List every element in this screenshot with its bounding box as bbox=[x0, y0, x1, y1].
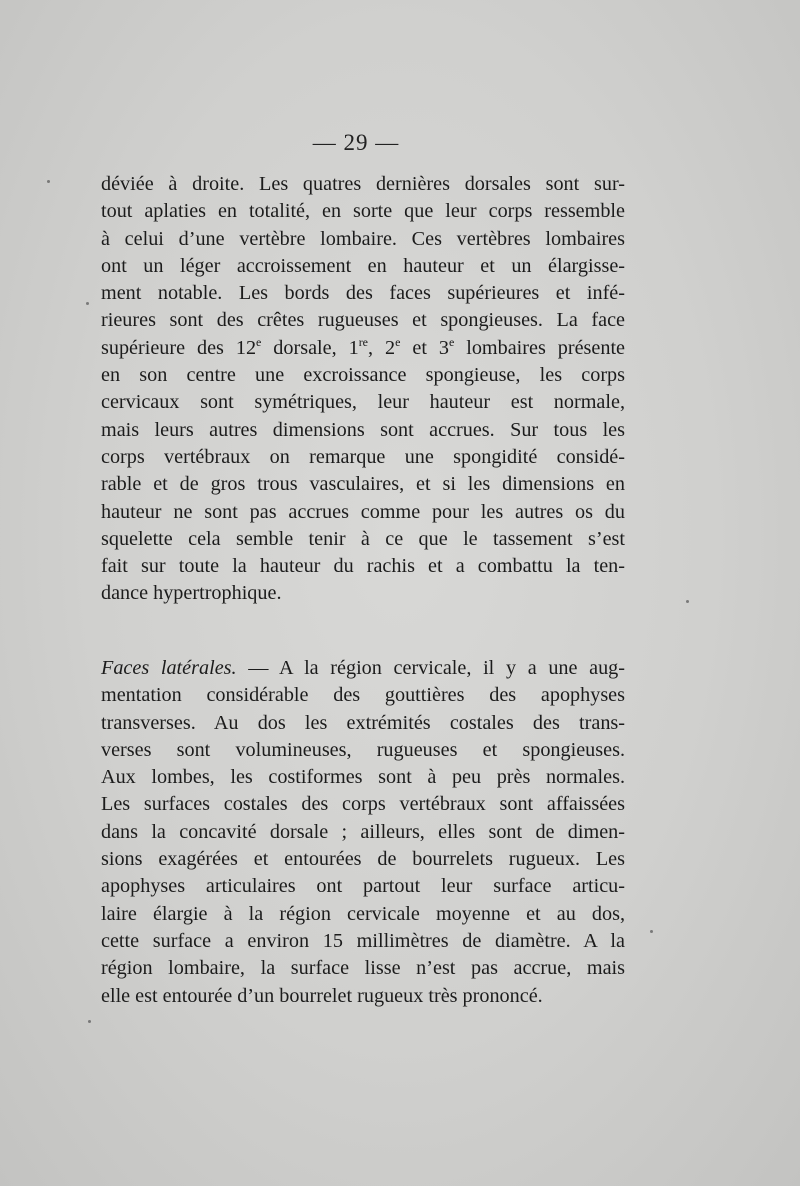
text-line: dance hypertrophique. bbox=[101, 582, 282, 605]
text-line: cette surface a environ 15 millimètres de diamètre. A la bbox=[101, 929, 625, 952]
text-segment: — A la région cervicale, il y a une aug- bbox=[236, 657, 625, 679]
paper-speck bbox=[47, 180, 50, 183]
ordinal-superscript: e bbox=[395, 334, 401, 349]
text-line: mais leurs autres dimensions sont accrues. Sur tous les bbox=[101, 418, 625, 441]
ordinal-superscript: re bbox=[358, 334, 369, 349]
text-line: Aux lombes, les costiformes sont à peu près normales. bbox=[101, 766, 625, 789]
text-segment: dorsale, 1 bbox=[261, 336, 359, 359]
text-line: Les surfaces costales des corps vertébraux sont affaissées bbox=[101, 793, 625, 816]
text-line: cervicaux sont symétriques, leur hauteur est normale, bbox=[101, 391, 625, 414]
text-line: apophyses articulaires ont partout leur surface articu- bbox=[101, 875, 625, 898]
paper-speck bbox=[686, 600, 689, 603]
text-line: fait sur toute la hauteur du rachis et a combattu la ten- bbox=[101, 555, 625, 578]
ordinal-superscript: e bbox=[448, 334, 455, 349]
text-line: ont un léger accroissement en hauteur et un élargisse- bbox=[101, 254, 625, 277]
text-line: laire élargie à la région cervicale moyenne et au dos, bbox=[101, 902, 625, 925]
text-line: à celui d’une vertèbre lombaire. Ces vertèbres lombaires bbox=[101, 227, 625, 250]
text-line-with-ordinals bbox=[101, 335, 625, 362]
ordinal-superscript: e bbox=[256, 334, 262, 349]
text-segment: , 2 bbox=[368, 336, 396, 359]
paragraph-vertebral-bodies bbox=[101, 171, 625, 608]
text-line: squelette cela semble tenir à ce que le tassement s’est bbox=[101, 527, 625, 550]
section-heading: Faces latérales. bbox=[101, 657, 237, 679]
text-segment: lombaires présente bbox=[454, 336, 626, 359]
paragraph-lateral-faces bbox=[101, 655, 625, 1010]
text-line: mentation considérable des gouttières des apophyses bbox=[101, 684, 625, 707]
text-line: verses sont volumineuses, rugueuses et spongieuses. bbox=[101, 738, 625, 761]
paper-speck bbox=[86, 302, 89, 305]
text-line: tout aplaties en totalité, en sorte que leur corps ressemble bbox=[101, 200, 625, 223]
text-line-with-heading bbox=[101, 655, 625, 682]
text-line: déviée à droite. Les quatres dernières dorsales sont sur- bbox=[101, 173, 625, 195]
text-line: rieures sont des crêtes rugueuses et spongieuses. La face bbox=[101, 309, 625, 332]
text-line: hauteur ne sont pas accrues comme pour les autres os du bbox=[101, 500, 625, 523]
text-line: corps vertébraux on remarque une spongidité considé- bbox=[101, 445, 625, 468]
page-number: — 29 — bbox=[312, 130, 400, 155]
text-line: sions exagérées et entourées de bourrelets rugueux. Les bbox=[101, 848, 625, 871]
text-line: dans la concavité dorsale ; ailleurs, elles sont de dimen- bbox=[101, 820, 625, 843]
text-line: région lombaire, la surface lisse n’est pas accrue, mais bbox=[101, 957, 625, 980]
paper-speck bbox=[88, 1020, 91, 1023]
paper-speck bbox=[650, 930, 653, 933]
text-segment: et 3 bbox=[400, 336, 449, 359]
text-line: rable et de gros trous vasculaires, et si les dimensions en bbox=[101, 473, 625, 496]
text-line: ment notable. Les bords des faces supérieures et infé- bbox=[101, 282, 625, 305]
text-line: transverses. Au dos les extrémités costales des trans- bbox=[101, 711, 625, 734]
text-line: en son centre une excroissance spongieuse, les corps bbox=[101, 364, 625, 387]
text-segment: supérieure des 12 bbox=[101, 336, 257, 359]
text-line: elle est entourée d’un bourrelet rugueux très prononcé. bbox=[101, 984, 543, 1007]
